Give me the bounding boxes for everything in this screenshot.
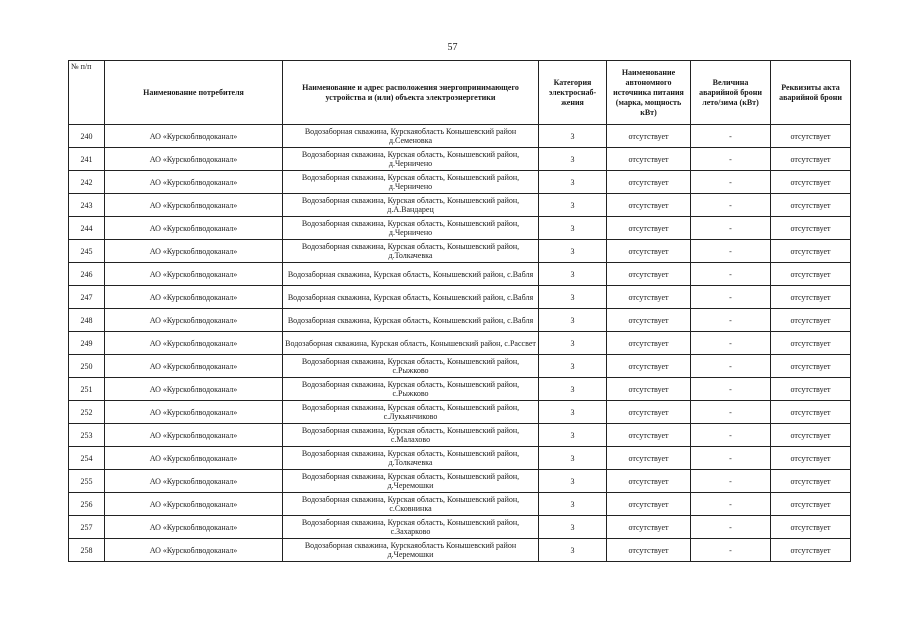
autonomous-source: отсутствует	[607, 125, 691, 148]
consumer-name: АО «Курскоблводоканал»	[105, 125, 283, 148]
consumer-name: АО «Курскоблводоканал»	[105, 539, 283, 562]
reserve-value: -	[691, 355, 771, 378]
act-details: отсутствует	[771, 378, 851, 401]
row-number: 242	[69, 171, 105, 194]
row-number: 253	[69, 424, 105, 447]
autonomous-source: отсутствует	[607, 493, 691, 516]
act-details: отсутствует	[771, 217, 851, 240]
act-details: отсутствует	[771, 470, 851, 493]
autonomous-source: отсутствует	[607, 401, 691, 424]
row-number: 247	[69, 286, 105, 309]
row-number: 255	[69, 470, 105, 493]
object-address: Водозаборная скважина, Курская область, Конышевский район, д.Черничено	[283, 217, 539, 240]
consumer-name: АО «Курскоблводоканал»	[105, 401, 283, 424]
act-details: отсутствует	[771, 516, 851, 539]
supply-category: 3	[539, 148, 607, 171]
table-row	[69, 470, 851, 493]
table-row	[69, 125, 851, 148]
consumer-name: АО «Курскоблводоканал»	[105, 286, 283, 309]
supply-category: 3	[539, 240, 607, 263]
consumer-name: АО «Курскоблводоканал»	[105, 171, 283, 194]
supply-category: 3	[539, 378, 607, 401]
reserve-value: -	[691, 424, 771, 447]
consumer-name: АО «Курскоблводоканал»	[105, 424, 283, 447]
row-number: 257	[69, 516, 105, 539]
row-number: 250	[69, 355, 105, 378]
reserve-value: -	[691, 447, 771, 470]
table-row	[69, 516, 851, 539]
supply-category: 3	[539, 355, 607, 378]
header-category: Категория электроснаб-жения	[539, 61, 607, 125]
object-address: Водозаборная скважина, Курская область, Конышевский район, с.Вабля	[283, 309, 539, 332]
table-row	[69, 263, 851, 286]
consumer-name: АО «Курскоблводоканал»	[105, 148, 283, 171]
object-address: Водозаборная скважина, Курскаяобласть Конышевский район д.Семеновка	[283, 125, 539, 148]
act-details: отсутствует	[771, 401, 851, 424]
autonomous-source: отсутствует	[607, 424, 691, 447]
row-number: 256	[69, 493, 105, 516]
table-row	[69, 332, 851, 355]
object-address: Водозаборная скважина, Курская область, Конышевский район, с.Рыжково	[283, 355, 539, 378]
reserve-value: -	[691, 125, 771, 148]
consumer-name: АО «Курскоблводоканал»	[105, 332, 283, 355]
header-act-details: Реквизиты акта аварийной брони	[771, 61, 851, 125]
reserve-value: -	[691, 240, 771, 263]
autonomous-source: отсутствует	[607, 240, 691, 263]
reserve-value: -	[691, 470, 771, 493]
consumer-name: АО «Курскоблводоканал»	[105, 194, 283, 217]
object-address: Водозаборная скважина, Курскаяобласть Конышевский район д.Черемошки	[283, 539, 539, 562]
table-row	[69, 493, 851, 516]
object-address: Водозаборная скважина, Курская область, Конышевский район, с.Рассвет	[283, 332, 539, 355]
consumer-name: АО «Курскоблводоканал»	[105, 516, 283, 539]
table-row	[69, 378, 851, 401]
row-number: 258	[69, 539, 105, 562]
reserve-value: -	[691, 516, 771, 539]
reserve-value: -	[691, 332, 771, 355]
act-details: отсутствует	[771, 286, 851, 309]
autonomous-source: отсутствует	[607, 171, 691, 194]
act-details: отсутствует	[771, 171, 851, 194]
supply-category: 3	[539, 194, 607, 217]
object-address: Водозаборная скважина, Курская область, Конышевский район, д.Черничено	[283, 148, 539, 171]
object-address: Водозаборная скважина, Курская область, Конышевский район, с.Вабля	[283, 286, 539, 309]
reserve-value: -	[691, 217, 771, 240]
supply-category: 3	[539, 125, 607, 148]
table-row	[69, 171, 851, 194]
object-address: Водозаборная скважина, Курская область, Конышевский район, с.Вабля	[283, 263, 539, 286]
autonomous-source: отсутствует	[607, 148, 691, 171]
header-power-source: Наименование автономного источника питания (марка, мощность кВт)	[607, 61, 691, 125]
consumer-name: АО «Курскоблводоканал»	[105, 309, 283, 332]
header-number: № п/п	[69, 61, 105, 125]
autonomous-source: отсутствует	[607, 539, 691, 562]
reserve-value: -	[691, 263, 771, 286]
object-address: Водозаборная скважина, Курская область, Конышевский район, д.Толкачевка	[283, 240, 539, 263]
reserve-value: -	[691, 148, 771, 171]
row-number: 243	[69, 194, 105, 217]
table-row	[69, 240, 851, 263]
autonomous-source: отсутствует	[607, 447, 691, 470]
reserve-value: -	[691, 493, 771, 516]
supply-category: 3	[539, 401, 607, 424]
row-number: 252	[69, 401, 105, 424]
reserve-value: -	[691, 171, 771, 194]
table-body	[69, 125, 851, 562]
header-row	[69, 61, 851, 125]
table-row	[69, 424, 851, 447]
object-address: Водозаборная скважина, Курская область, Конышевский район, с.Захарково	[283, 516, 539, 539]
object-address: Водозаборная скважина, Курская область, Конышевский район, с.Малахово	[283, 424, 539, 447]
row-number: 244	[69, 217, 105, 240]
autonomous-source: отсутствует	[607, 217, 691, 240]
consumer-name: АО «Курскоблводоканал»	[105, 378, 283, 401]
reserve-value: -	[691, 378, 771, 401]
consumer-name: АО «Курскоблводоканал»	[105, 217, 283, 240]
consumer-name: АО «Курскоблводоканал»	[105, 470, 283, 493]
act-details: отсутствует	[771, 240, 851, 263]
supply-category: 3	[539, 263, 607, 286]
act-details: отсутствует	[771, 424, 851, 447]
reserve-value: -	[691, 539, 771, 562]
supply-category: 3	[539, 332, 607, 355]
reserve-value: -	[691, 194, 771, 217]
consumer-name: АО «Курскоблводоканал»	[105, 493, 283, 516]
consumer-name: АО «Курскоблводоканал»	[105, 240, 283, 263]
page-number: 57	[447, 42, 458, 53]
reserve-value: -	[691, 309, 771, 332]
autonomous-source: отсутствует	[607, 309, 691, 332]
act-details: отсутствует	[771, 194, 851, 217]
header-reserve-value: Величина аварийной брони лето/зима (кВт)	[691, 61, 771, 125]
reserve-registry-table	[68, 60, 851, 562]
row-number: 245	[69, 240, 105, 263]
supply-category: 3	[539, 447, 607, 470]
act-details: отсутствует	[771, 309, 851, 332]
object-address: Водозаборная скважина, Курская область, Конышевский район, д.Толкачевка	[283, 447, 539, 470]
autonomous-source: отсутствует	[607, 378, 691, 401]
object-address: Водозаборная скважина, Курская область, Конышевский район, с.Рыжково	[283, 378, 539, 401]
table-row	[69, 217, 851, 240]
reserve-value: -	[691, 286, 771, 309]
table-row	[69, 539, 851, 562]
consumer-name: АО «Курскоблводоканал»	[105, 263, 283, 286]
supply-category: 3	[539, 171, 607, 194]
act-details: отсутствует	[771, 539, 851, 562]
act-details: отсутствует	[771, 332, 851, 355]
table-header	[69, 61, 851, 125]
table-row	[69, 447, 851, 470]
supply-category: 3	[539, 493, 607, 516]
table-row	[69, 148, 851, 171]
supply-category: 3	[539, 424, 607, 447]
row-number: 240	[69, 125, 105, 148]
table-row	[69, 401, 851, 424]
supply-category: 3	[539, 539, 607, 562]
object-address: Водозаборная скважина, Курская область, Конышевский район, д.Черничено	[283, 171, 539, 194]
row-number: 254	[69, 447, 105, 470]
act-details: отсутствует	[771, 493, 851, 516]
act-details: отсутствует	[771, 447, 851, 470]
object-address: Водозаборная скважина, Курская область, Конышевский район, с.Сковнинка	[283, 493, 539, 516]
table-row	[69, 355, 851, 378]
supply-category: 3	[539, 470, 607, 493]
act-details: отсутствует	[771, 355, 851, 378]
act-details: отсутствует	[771, 148, 851, 171]
act-details: отсутствует	[771, 263, 851, 286]
reserve-value: -	[691, 401, 771, 424]
row-number: 246	[69, 263, 105, 286]
autonomous-source: отсутствует	[607, 516, 691, 539]
row-number: 249	[69, 332, 105, 355]
autonomous-source: отсутствует	[607, 355, 691, 378]
autonomous-source: отсутствует	[607, 332, 691, 355]
autonomous-source: отсутствует	[607, 286, 691, 309]
act-details: отсутствует	[771, 125, 851, 148]
autonomous-source: отсутствует	[607, 470, 691, 493]
table-row	[69, 286, 851, 309]
table-row	[69, 309, 851, 332]
header-consumer: Наименование потребителя	[105, 61, 283, 125]
row-number: 241	[69, 148, 105, 171]
supply-category: 3	[539, 286, 607, 309]
supply-category: 3	[539, 516, 607, 539]
object-address: Водозаборная скважина, Курская область, Конышевский район, с.Лукьянчиково	[283, 401, 539, 424]
table-row	[69, 194, 851, 217]
autonomous-source: отсутствует	[607, 263, 691, 286]
supply-category: 3	[539, 309, 607, 332]
row-number: 251	[69, 378, 105, 401]
header-address: Наименование и адрес расположения энергопринимающего устройства и (или) объекта электроэнергетики	[283, 61, 539, 125]
object-address: Водозаборная скважина, Курская область, Конышевский район, д.Черемошки	[283, 470, 539, 493]
row-number: 248	[69, 309, 105, 332]
supply-category: 3	[539, 217, 607, 240]
autonomous-source: отсутствует	[607, 194, 691, 217]
consumer-name: АО «Курскоблводоканал»	[105, 447, 283, 470]
consumer-name: АО «Курскоблводоканал»	[105, 355, 283, 378]
object-address: Водозаборная скважина, Курская область, Конышевский район, д.А.Вандарец	[283, 194, 539, 217]
